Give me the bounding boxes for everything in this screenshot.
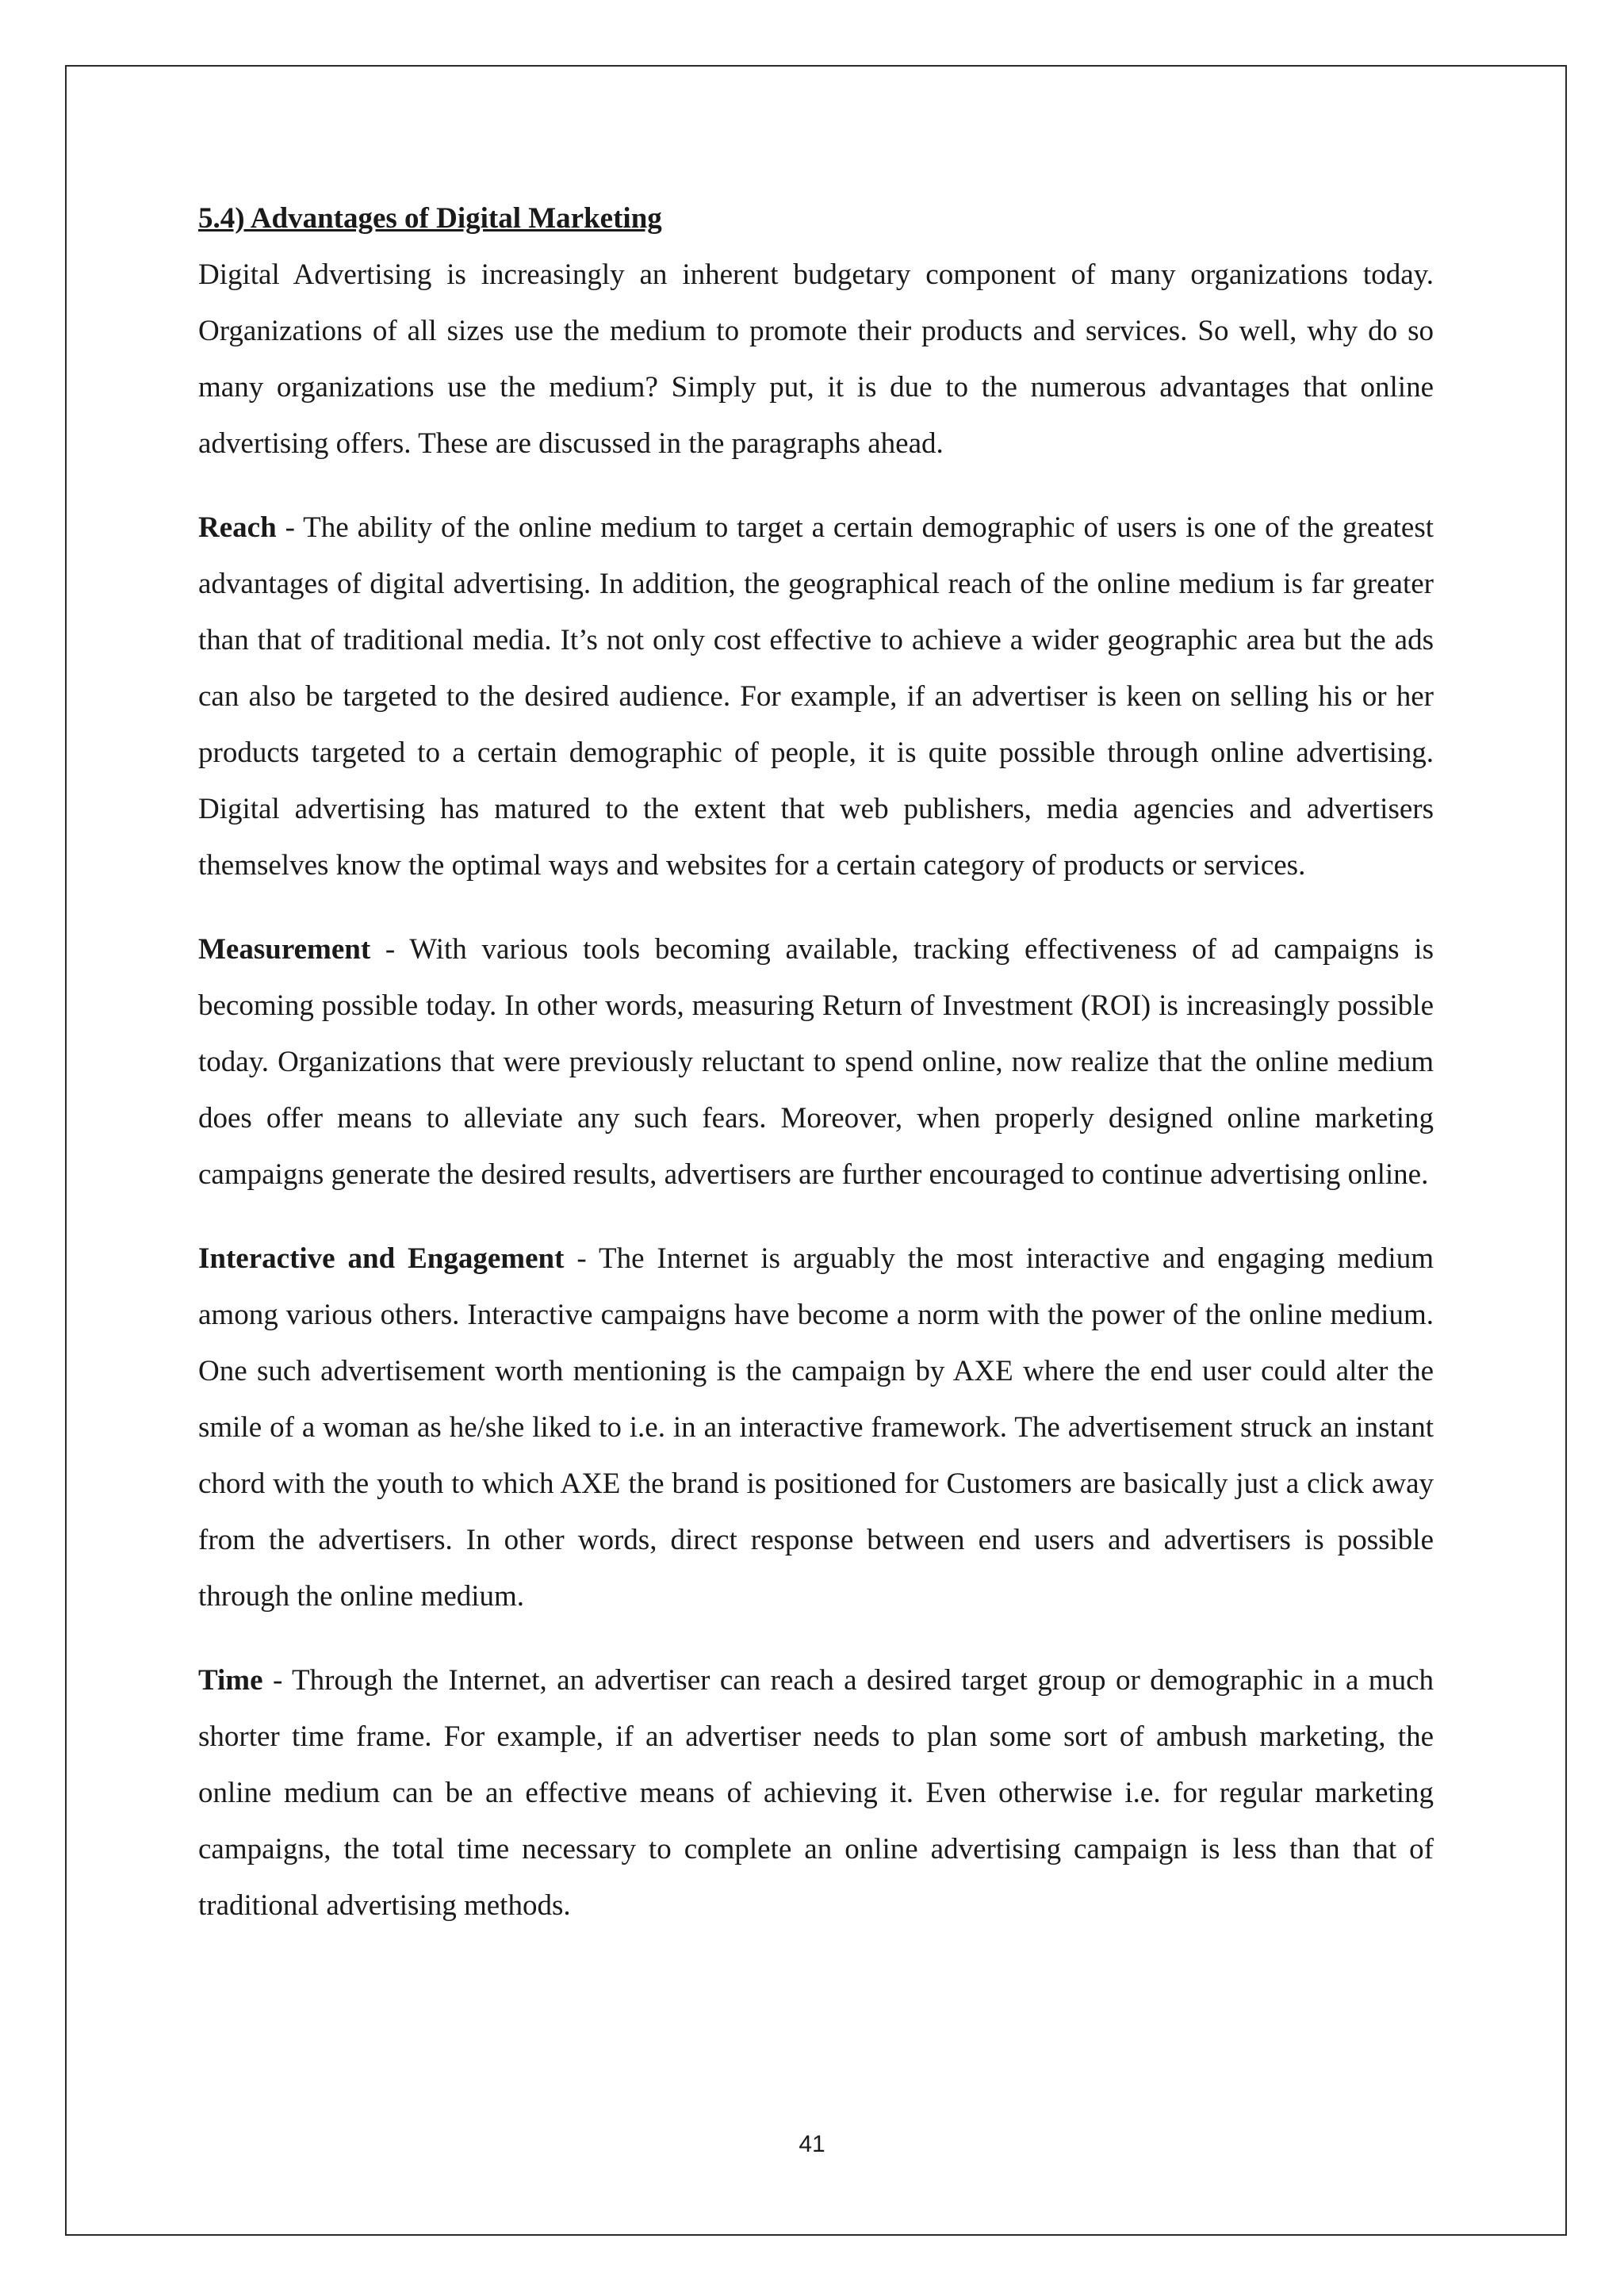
term-measurement: Measurement bbox=[198, 933, 371, 966]
paragraph-interactive bbox=[198, 1230, 1434, 1624]
term-separator: - bbox=[564, 1242, 599, 1275]
paragraph-time bbox=[198, 1652, 1434, 1934]
paragraph-text: Through the Internet, an advertiser can reach a desired target group or demographic in a much shorter time frame. For example, if an advertiser needs to plan some sort of ambush marketing, the online medium can be an effective means of achieving it. Even otherwise i.e. for regular marketing campaigns, the total time necessary to complete an online advertising campaign is less than that of traditional advertising methods. bbox=[198, 1664, 1434, 1922]
term-separator: - bbox=[370, 933, 410, 966]
intro-paragraph: Digital Advertising is increasingly an inherent budgetary component of many organizations today. Organizations of all sizes use the medium to promote their products and services. So well, why do so many organizations use the medium? Simply put, it is due to the numerous advantages that online advertising offers. These are discussed in the paragraphs ahead. bbox=[198, 258, 1434, 460]
term-separator: - bbox=[276, 511, 304, 544]
page-content bbox=[198, 190, 1434, 1961]
section-heading: 5.4) Advantages of Digital Marketing bbox=[198, 202, 662, 235]
paragraph-text: With various tools becoming available, tracking effectiveness of ad campaigns is becoming possible today. In other words, measuring Return of Investment (ROI) is increasingly possible today. Organizations that were previously reluctant to spend online, now realize that the online medium does offer means to alleviate any such fears. Moreover, when properly designed online marketing campaigns generate the desired results, advertisers are further encouraged to continue advertising online. bbox=[198, 933, 1434, 1191]
paragraph-reach bbox=[198, 499, 1434, 894]
term-interactive: Interactive and Engagement bbox=[198, 1242, 565, 1275]
term-separator: - bbox=[262, 1664, 293, 1697]
paragraph-text: The Internet is arguably the most interactive and engaging medium among various others. Interactive campaigns have become a norm with the power of the online medium. One such advertisement worth mentioning is the campaign by AXE where the end user could alter the smile of a woman as he/she liked to i.e. in an interactive framework. The advertisement struck an instant chord with the youth to which AXE the brand is positioned for Customers are basically just a click away from the advertisers. In other words, direct response between end users and advertisers is possible through the online medium. bbox=[198, 1242, 1434, 1613]
term-time: Time bbox=[198, 1664, 263, 1697]
paragraph-measurement bbox=[198, 921, 1434, 1203]
page-number: 41 bbox=[799, 2131, 825, 2157]
term-reach: Reach bbox=[198, 511, 277, 544]
paragraph-text: The ability of the online medium to target a certain demographic of users is one of the greatest advantages of digital advertising. In addition, the geographical reach of the online medium is far greater than that of traditional media. It’s not only cost effective to achieve a wider geographic area but the ads can also be targeted to the desired audience. For example, if an advertiser is keen on selling his or her products targeted to a certain demographic of people, it is quite possible through online advertising. Digital advertising has matured to the extent that web publishers, media agencies and advertisers themselves know the optimal ways and websites for a certain category of products or services. bbox=[198, 511, 1434, 882]
